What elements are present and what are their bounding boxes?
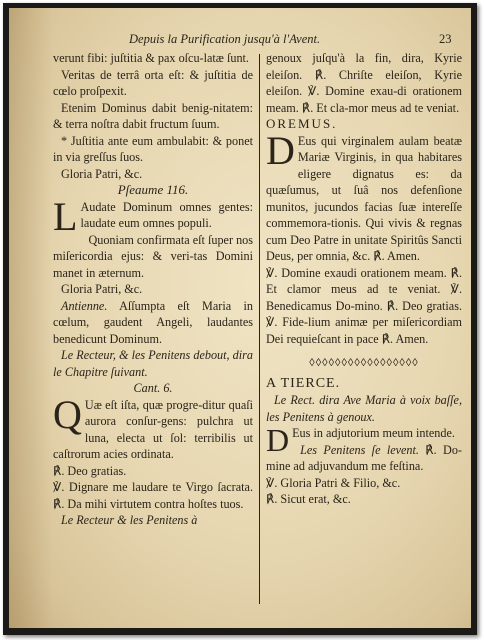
response-text: ℟. Do-mine ad adjuvandum me feſtina.	[266, 442, 462, 473]
kyrie-text: genoux juſqu'à la fin, dira, Kyrie eleiſon. ℟. Chriſte eleiſon, Kyrie eleiſon. ℣. Domine exau-di orationem meam. ℟. Et cla-mor meus ad te veniat.	[266, 51, 462, 115]
prayer-text: Eus qui virginalem aulam beatæ Mariæ Virginis, in qua habitares eligere dignatus es: da quæſumus, ut ſuâ nos defenſione munitos, jucundos facias ſuæ intereſſe commemora-tionis. Qui vivis & regnas cum Deo Patre in unitate Spiritûs Sancti Deus, per omnia, &c. ℟. Amen.	[266, 133, 462, 263]
verse: Etenim Dominus dabit benig-nitatem: & terra noſtra dabit fructum ſuum.	[53, 100, 253, 131]
antiphon-text: Aſſumpta eſt Maria in cœlum, gaudent Angeli, laudantes benedicunt Dominum.	[53, 298, 253, 346]
verse-text: Audate Dominum omnes gentes: laudate eum omnes populi.	[80, 199, 253, 230]
rubric-response	[266, 442, 462, 475]
rubric: Le Recteur, & les Penitens debout, dira le Chapitre ſuivant.	[53, 348, 253, 379]
prayer	[266, 127, 462, 265]
versicle: ℣. Dignare me laudare te Virgo ſacrata. ℟. Da mihi virtutem contra hoſtes tuos.	[53, 480, 253, 511]
verse: * Juſtitia ante eum ambulabit: & ponet in via greſſus ſuos.	[53, 133, 253, 164]
psalm-heading: Pſeaume 116.	[117, 182, 189, 197]
response: ℟. Sicut erat, &c.	[266, 492, 351, 506]
verse: Quoniam confirmata eſt ſuper nos miſericordia ejus: & veri-tas Domini manet in æternum.	[53, 232, 253, 280]
header-title: Depuis la Purification jusqu'à l'Avent.	[129, 32, 321, 46]
page-number: 23	[439, 32, 452, 46]
drop-cap: D	[266, 422, 290, 458]
tierce-heading: A TIERCE.	[266, 375, 341, 391]
rubric: Le Recteur & les Penitens à	[61, 513, 198, 527]
drop-cap: D	[266, 127, 295, 173]
versicle: ℣. Gloria Patri & Filio, &c.	[266, 475, 401, 490]
psalm-verse	[53, 193, 253, 239]
response: ℟. Deo gratias.	[53, 463, 127, 478]
antiphon-label: Antienne.	[61, 298, 108, 313]
drop-cap: Q	[53, 391, 82, 437]
book-page	[9, 8, 471, 628]
invocation-text: Eus in adjutorium meum intende.	[292, 426, 455, 440]
oremus-heading: OREMUS.	[266, 116, 338, 131]
right-column	[266, 50, 462, 508]
rubric: Le Rect. dira Ave Maria à voix baſſe, les Penitens à genoux.	[266, 393, 462, 424]
column-divider	[259, 54, 260, 604]
ornament-divider: ◊◊◊◊◊◊◊◊◊◊◊◊◊◊◊◊◊	[309, 357, 419, 369]
rubric: Les Penitens ſe levent.	[300, 442, 419, 457]
gloria-line: Gloria Patri, &c.	[61, 282, 143, 296]
text-line: verunt fibi: juſtitia & pax oſcu-latæ ſunt.	[53, 51, 249, 65]
versicles: ℣. Domine exaudi orationem meam. ℟. Et clamor meus ad te veniat. ℣. Benedicamus Do-mino. ℟. Deo gratias. ℣. Fide-lium animæ per miſericordiam Dei requieſcant in pace ℟. Amen.	[266, 265, 462, 346]
gloria-line: Gloria Patri, &c.	[61, 166, 143, 181]
page-gutter-shade	[9, 8, 53, 628]
chapter-text	[53, 391, 253, 463]
left-column	[53, 50, 253, 529]
antiphon	[53, 298, 253, 348]
verse: Veritas de terrâ orta eſt: & juſtitia de cœlo proſpexit.	[53, 67, 253, 98]
drop-cap: L	[53, 193, 78, 239]
chapter-body: Uæ eſt iſta, quæ progre-ditur quaſi aurora conſur-gens: pulchra ut luna, electa ut ſol: terribilis ut caſtrorum acies ordinata.	[53, 397, 253, 461]
canticle-heading: Cant. 6.	[133, 381, 173, 395]
